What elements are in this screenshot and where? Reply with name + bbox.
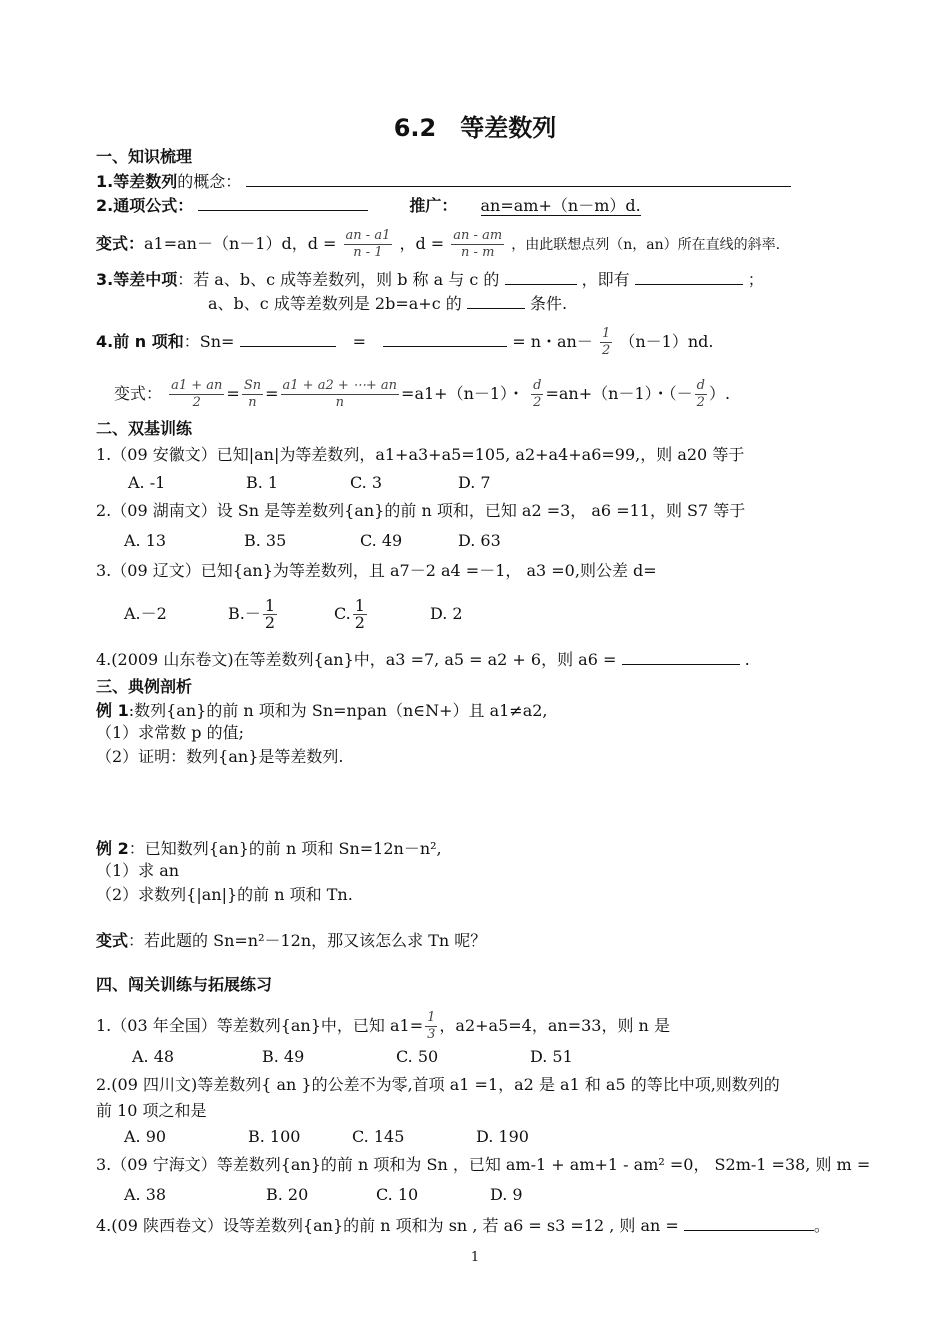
s4-question-1 [96,1010,670,1043]
sum-text-3: （n－1）nd. [619,332,714,351]
s2-q1-option-a: A. -1 [128,473,166,492]
variant-text-3: ，由此联想点列（n，an）所在直线的斜率. [511,237,781,253]
section-1-heading: 一、知识梳理 [96,147,193,166]
s2-q3-options [124,594,463,634]
fraction-third [425,1010,437,1043]
s4-q2-options [124,1126,529,1148]
middle-term-label: 3.等差中项 [96,270,178,289]
fraction-v5 [695,378,707,411]
sum-blank-1 [240,330,336,347]
formula-line [96,194,641,217]
example-1-part-2: （2）证明：数列{an}是等差数列. [96,747,344,766]
middle-term-text-3: ； [747,270,764,289]
generalize-formula: an=am+（n－m）d. [480,196,641,215]
s2-q3-option-a: A.－2 [124,604,167,623]
middle-term-blank-1 [505,268,577,285]
example-variant-label: 变式 [96,931,129,950]
fraction-v5-num: d [696,378,705,393]
fraction-half-b [263,598,277,631]
concept-label: 1.等差数列 [96,172,178,191]
condition-blank [467,292,525,309]
formula-label: 2.通项公式： [96,196,194,215]
example-2-label: 例 2 [96,839,129,858]
variant-text-1: a1=an－（n－1）d，d = [144,234,337,253]
sum-variant-text-2: =an+（n－1）・（－ [545,384,693,403]
s4-q1-option-d: D. 51 [530,1047,573,1066]
s4-q2-option-d: D. 190 [476,1127,529,1146]
section-3-heading: 三、典例剖析 [96,677,193,696]
s2-q1-option-d: D. 7 [458,473,491,492]
variant-label: 变式： [96,234,145,253]
example-1-part-1: （1）求常数 p 的值; [96,723,244,742]
s4-q2-option-b: B. 100 [248,1127,301,1146]
sum-equals: = [352,332,367,351]
middle-term-line [96,268,764,291]
s4-q3-option-d: D. 9 [490,1185,523,1204]
fraction-third-num: 1 [427,1010,436,1025]
example-variant-text: ：若此题的 Sn=n²－12n，那又该怎么求 Tn 呢？ [128,931,487,950]
fraction-d1-den: n - 1 [353,245,383,260]
s4-q1-option-b: B. 49 [262,1047,305,1066]
fraction-v1 [169,378,224,411]
fraction-d2-den: n - m [461,245,495,260]
fraction-v3 [281,378,400,411]
sum-variant-line: 变式： $\frac{a1 + an}{2}$ = $\frac{Sn}{n}$ = $\frac{a1 + a2 + \cdots+ an}{n}$ =a1+（n－1）・ $\frac{d}{2}$ =an+（n－1）・（－ $\frac{d}{2}$ ）. [114,378,731,410]
variant-line [96,228,780,261]
fraction-v4-num: d [533,378,542,393]
fraction-v2 [242,378,263,411]
concept-line [96,170,791,193]
section-2-heading: 二、双基训练 [96,419,193,438]
concept-text: 的概念： [177,172,242,191]
s2-q2-option-a: A. 13 [124,531,167,550]
s2-question-2: 2.（09 湖南文）设 Sn 是等差数列{an}的前 n 项和，已知 a2 =3， a6 =11，则 S7 等于 [96,501,746,520]
middle-term-text-1: ：若 a、b、c 成等差数列，则 b 称 a 与 c 的 [177,270,500,289]
s4-q2-option-c: C. 145 [352,1127,405,1146]
fraction-d1 [344,228,393,261]
s4-question-1-a: 1.（03 年全国）等差数列{an}中，已知 a1= [96,1016,424,1035]
fraction-half-c-num: 1 [354,596,365,615]
s2-q1-options [128,472,491,494]
page-title: 6.2 等差数列 [393,114,557,142]
s2-q4-blank [622,648,740,665]
formula-blank [198,194,368,211]
s4-q2-option-a: A. 90 [124,1127,167,1146]
example-1-line [96,700,548,722]
fraction-d2 [451,228,504,261]
variant-text-2: ，d = [399,234,445,253]
s4-q1-option-a: A. 48 [132,1047,175,1066]
sum-variant-text-3: ）. [708,384,731,403]
example-1-text: :数列{an}的前 n 项和为 Sn=npan（n∈N+）且 a1≠a2, [128,701,548,720]
sum-line [96,326,713,359]
example-2-text: ：已知数列{an}的前 n 项和 Sn=12n－n², [128,839,442,858]
fraction-v2-den: n [248,395,257,410]
s4-q3-option-a: A. 38 [124,1185,167,1204]
sum-text-2: = n・an－ [512,332,593,351]
fraction-half-c-den: 2 [354,613,365,632]
fraction-d2-num: an - am [453,228,503,243]
sum-variant-label: 变式： [114,384,163,403]
example-2-line [96,838,442,860]
sum-label: 4.前 n 项和 [96,332,184,351]
s2-question-4-line [96,648,750,671]
example-1-label: 例 1 [96,701,129,720]
concept-blank [246,170,791,187]
fraction-half [600,326,612,359]
s4-question-4: 4.(09 陕西卷文）设等差数列{an}的前 n 项和为 sn , 若 a6 = s3 =12 , 则 an = [96,1216,679,1235]
fraction-v4-den: 2 [533,395,542,410]
s4-q4-end: 。 [813,1216,830,1235]
fraction-v5-den: 2 [696,395,705,410]
fraction-half-b-num: 1 [264,596,276,615]
fraction-v1-den: 2 [192,395,201,410]
generalize-label: 推广： [409,196,458,215]
s4-q4-blank [684,1214,814,1231]
s4-question-3: 3.（09 宁海文）等差数列{an}的前 n 项和为 Sn ，已知 am-1 + am+1 - am² =0， S2m-1 =38, 则 m = [96,1155,871,1174]
fraction-v1-num: a1 + an [171,378,223,393]
s2-q2-option-d: D. 63 [458,531,501,550]
fraction-half-b-den: 2 [264,613,276,632]
condition-text-2: 条件. [529,294,568,313]
s2-q4-end: . [744,650,750,669]
sum-text-1: ：Sn= [183,332,235,351]
s2-q2-options [124,530,501,552]
middle-term-blank-2 [635,268,743,285]
s4-question-2-b: 前 10 项之和是 [96,1101,207,1120]
s2-question-1: 1.（09 安徽文）已知|an|为等差数列，a1+a3+a5=105, a2+a4+a6=99,，则 a20 等于 [96,445,745,464]
s4-q1-options [132,1046,573,1068]
example-variant-line [96,930,486,952]
fraction-v2-num: Sn [243,378,262,393]
fraction-half-num: 1 [601,326,611,341]
s2-q2-option-c: C. 49 [360,531,403,550]
s2-q3-option-c: C. [334,604,351,623]
s4-question-2-a: 2.(09 四川文)等差数列{ an }的公差不为零,首项 a1 =1，a2 是 a1 和 a5 的等比中项,则数列的 [96,1075,780,1094]
section-4-heading: 四、闯关训练与拓展练习 [96,975,273,994]
s4-question-4-line [96,1214,830,1237]
fraction-third-den: 3 [427,1027,436,1042]
example-2-part-2: （2）求数列{|an|}的前 n 项和 Tn. [96,885,353,904]
fraction-half-den: 2 [601,343,611,358]
fraction-v3-num: a1 + a2 + ⋯+ an [282,378,398,393]
s2-q3-option-b: B.－ [228,604,261,623]
s4-q3-option-c: C. 10 [376,1185,419,1204]
fraction-d1-num: an - a1 [345,228,391,243]
example-2-part-1: （1）求 an [96,861,180,880]
fraction-v4 [531,378,543,411]
sum-blank-2 [383,330,507,347]
s2-q3-option-d: D. 2 [430,604,463,623]
s2-question-3: 3.（09 辽文）已知{an}为等差数列，且 a7－2 a4 =－1， a3 =0,则公差 d= [96,561,657,580]
sum-variant-text-1: =a1+（n－1）・ [401,384,525,403]
s4-question-1-b: ，a2+a5=4，an=33，则 n 是 [439,1016,670,1035]
s4-q3-options [124,1184,523,1206]
s4-q1-option-c: C. 50 [396,1047,439,1066]
fraction-v3-den: n [335,395,344,410]
s2-q1-option-c: C. 3 [350,473,383,492]
s4-q3-option-b: B. 20 [266,1185,309,1204]
middle-term-text-2: ，即有 [581,270,630,289]
condition-text-1: a、b、c 成等差数列是 2b=a+c 的 [208,294,462,313]
page-number: 1 [470,1250,480,1265]
s2-q1-option-b: B. 1 [246,473,279,492]
fraction-half-c [353,598,367,631]
condition-line [208,292,567,315]
s2-question-4: 4.(2009 山东卷文)在等差数列{an}中，a3 =7, a5 = a2 + 6，则 a6 = [96,650,617,669]
s2-q2-option-b: B. 35 [244,531,287,550]
